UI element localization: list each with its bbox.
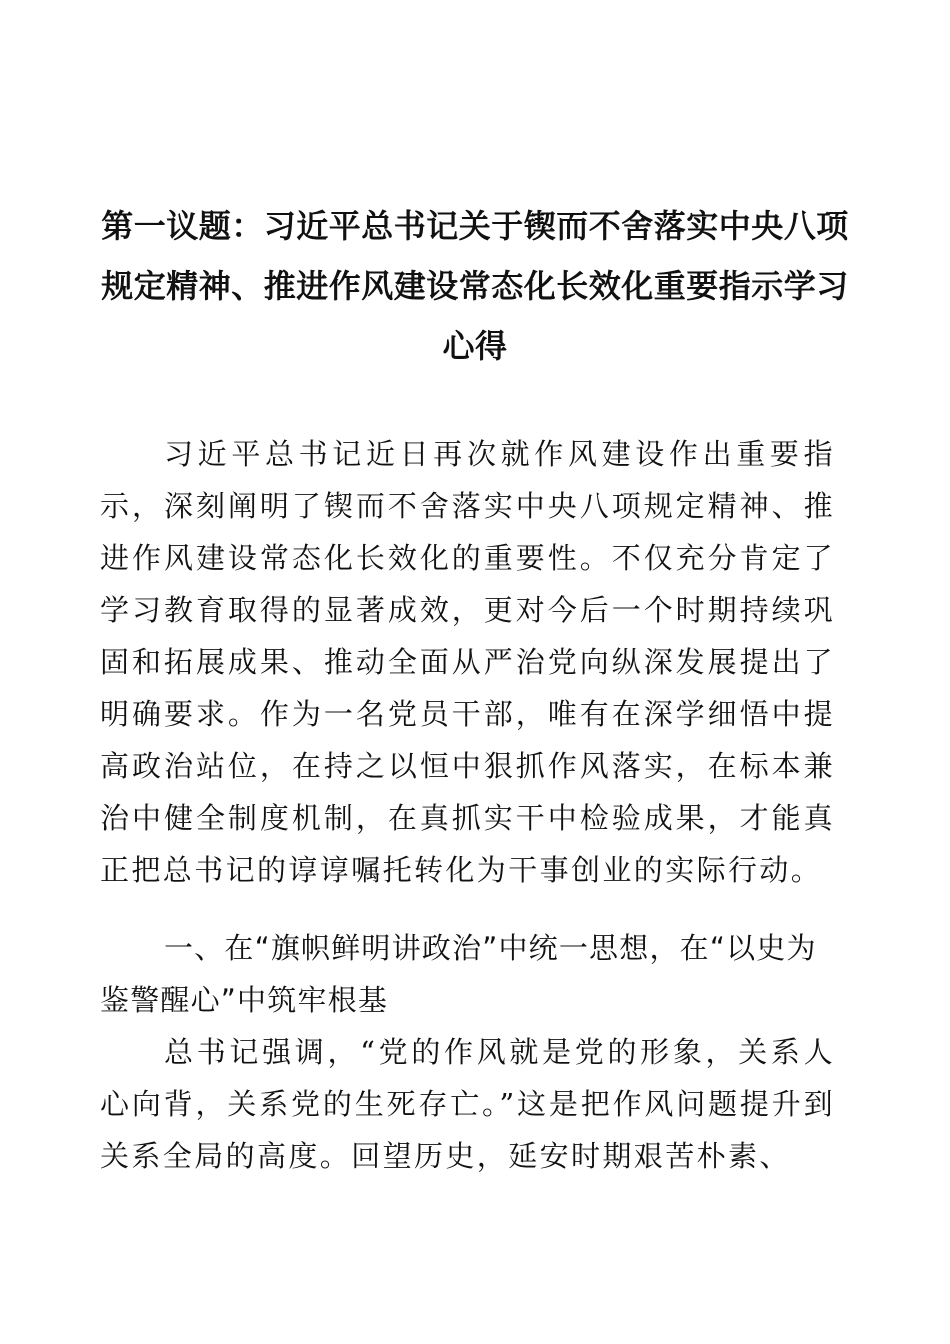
body-paragraph: 习近平总书记近日再次就作风建设作出重要指示，深刻阐明了锲而不舍落实中央八项规定精神、推进作风建设常态化长效化的重要性。不仅充分肯定了学习教育取得的显著成效，更对今后一个时期持续巩固和拓展成果、推动全面从严治党向纵深发展提出了明确要求。作为一名党员干部，唯有在深学细悟中提高政治站位，在持之以恒中狠抓作风落实，在标本兼治中健全制度机制，在真抓实干中检验成果，才能真正把总书记的谆谆嘱托转化为干事创业的实际行动。 [100, 437, 835, 887]
section-heading: 一、在“旗帜鲜明讲政治”中统一思想，在“以史为鉴警醒心”中筑牢根基 [100, 931, 817, 1017]
body-paragraph: 总书记强调，“党的作风就是党的形象，关系人心向背，关系党的生死存亡。”这是把作风问题提升到关系全局的高度。回望历史，延安时期艰苦朴素、 [100, 1035, 835, 1173]
document-title: 第一议题：习近平总书记关于锲而不舍落实中央八项规定精神、推进作风建设常态化长效化重要指示学习心得 [101, 207, 849, 365]
